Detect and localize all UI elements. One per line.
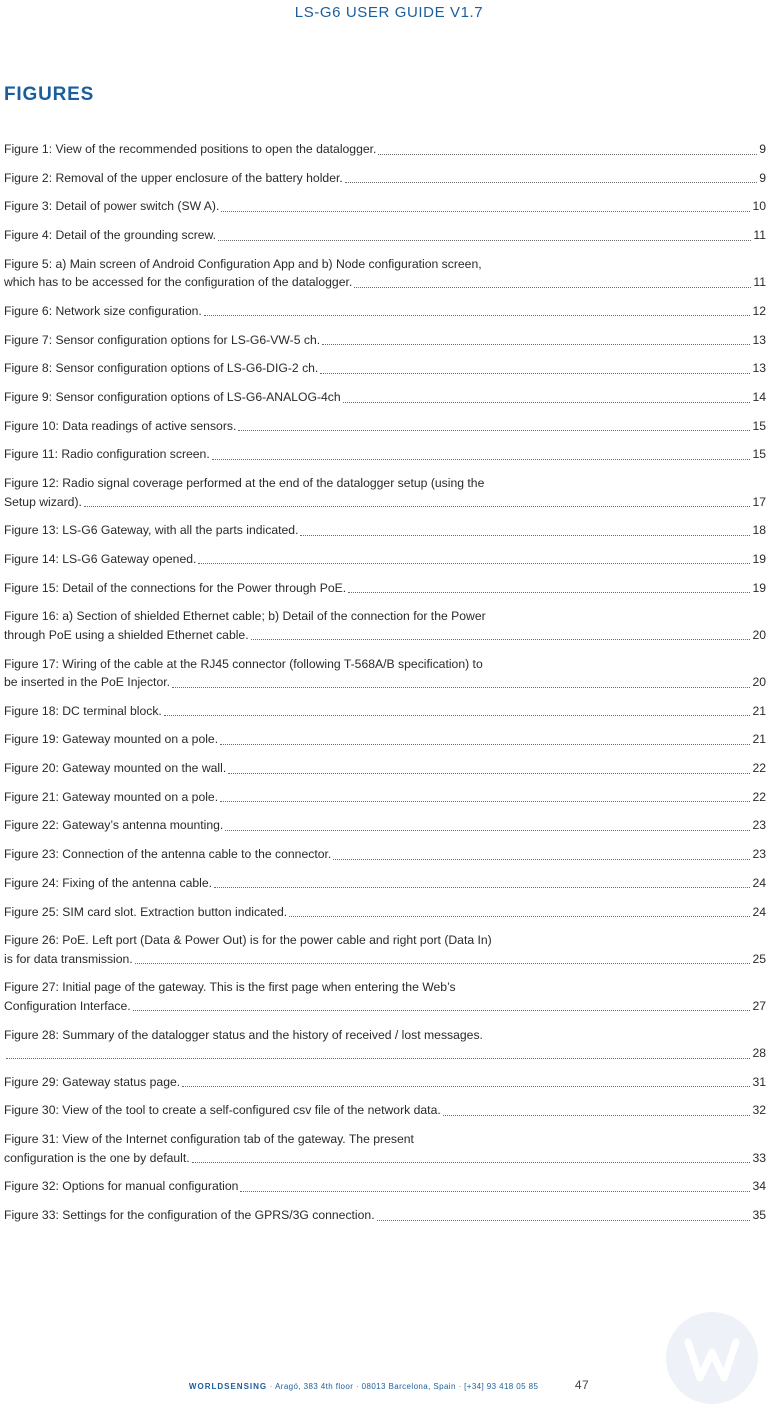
toc-entry[interactable] (4, 978, 766, 1015)
toc-entry[interactable] (4, 417, 766, 436)
toc-entry[interactable] (4, 931, 766, 968)
toc-entry[interactable] (4, 702, 766, 721)
page-ref[interactable]: 14 (752, 390, 766, 404)
dot-leader (225, 830, 750, 831)
toc-entry[interactable] (4, 521, 766, 540)
dot-leader (192, 1162, 751, 1163)
page-ref[interactable]: 11 (753, 228, 766, 243)
toc-line (4, 1130, 766, 1149)
toc-line (4, 521, 766, 540)
page-ref[interactable]: 15 (752, 418, 766, 433)
page-header (0, 0, 778, 30)
page-ref[interactable]: 21 (752, 732, 766, 747)
toc-entry[interactable] (4, 759, 766, 778)
toc-line (4, 874, 766, 893)
toc-entry[interactable] (4, 788, 766, 807)
toc-entry[interactable] (4, 1206, 766, 1225)
toc-line (4, 169, 766, 188)
footer-city: 08013 Barcelona, Spain (361, 1382, 456, 1391)
figure-caption: is for data transmission. (4, 951, 133, 966)
toc-entry[interactable] (4, 445, 766, 464)
toc-entry[interactable] (4, 1101, 766, 1120)
figure-caption: Figure 17: Wiring of the cable at the RJ45 connector (following T-568A/B specification) to (4, 656, 483, 671)
dot-leader (345, 182, 757, 183)
footer-brand: WORLDSENSING (188, 1382, 268, 1391)
figure-caption: Figure 16: a) Section of shielded Ethernet cable; b) Detail of the connection for the Power (4, 609, 486, 624)
dot-leader (164, 715, 751, 716)
page-ref[interactable]: 13 (752, 332, 766, 347)
figure-caption: Figure 22: Gateway’s antenna mounting. (4, 818, 224, 833)
page-ref[interactable]: 31 (752, 1074, 766, 1089)
toc-entry[interactable] (4, 550, 766, 569)
toc-line (4, 474, 766, 493)
dot-leader (333, 859, 750, 860)
dot-leader (300, 535, 750, 536)
toc-line (4, 579, 766, 598)
page-ref[interactable]: 9 (759, 170, 766, 185)
dot-leader (251, 639, 751, 640)
toc-line (4, 255, 766, 274)
dot-leader (443, 1115, 751, 1116)
page-ref[interactable]: 20 (752, 627, 766, 642)
figure-caption: Figure 5: a) Main screen of Android Configuration App and b) Node configuration screen, (4, 256, 482, 271)
page-ref[interactable]: 25 (752, 951, 766, 966)
toc-line (4, 702, 766, 721)
figure-caption: Figure 12: Radio signal coverage performed at the end of the datalogger setup (using the (4, 476, 485, 491)
dot-leader (343, 402, 751, 403)
dot-leader (377, 1220, 751, 1221)
toc-line (4, 816, 766, 835)
figure-caption: Figure 33: Settings for the configuration of the GPRS/3G connection. (4, 1208, 375, 1222)
page-ref[interactable]: 24 (752, 875, 766, 890)
dot-leader (220, 801, 750, 802)
page-ref[interactable]: 17 (752, 494, 766, 509)
toc-entry[interactable] (4, 655, 766, 692)
dot-leader (182, 1086, 750, 1087)
toc-entry[interactable] (4, 169, 766, 188)
toc-line (4, 359, 766, 378)
page-ref[interactable]: 9 (759, 142, 766, 156)
figure-caption: Figure 28: Summary of the datalogger status and the history of received / lost messages. (4, 1027, 483, 1042)
footer-address: Aragó, 383 4th floor (275, 1382, 354, 1391)
toc-entry[interactable] (4, 226, 766, 245)
figure-caption: Figure 27: Initial page of the gateway. This is the first page when entering the Web’s (4, 980, 456, 995)
figure-caption: Configuration Interface. (4, 998, 131, 1013)
toc-line (4, 445, 766, 464)
dot-leader (135, 963, 751, 964)
figure-caption: be inserted in the PoE Injector. (4, 675, 170, 689)
dot-leader (198, 563, 750, 564)
toc-entry[interactable] (4, 1073, 766, 1092)
figure-caption: Figure 32: Options for manual configuration (4, 1179, 239, 1194)
page-ref[interactable]: 23 (752, 847, 766, 862)
dot-leader (220, 744, 750, 745)
page-ref[interactable]: 18 (752, 523, 766, 538)
dot-leader (204, 315, 751, 316)
page-number: 47 (574, 1378, 590, 1392)
page-ref[interactable]: 28 (752, 1046, 766, 1061)
dot-leader (322, 344, 750, 345)
figure-caption: Figure 26: PoE. Left port (Data & Power Out) is for the power cable and right port (Data In) (4, 933, 492, 948)
toc-entry[interactable] (4, 197, 766, 216)
dot-leader (172, 687, 750, 688)
page-ref[interactable]: 24 (752, 904, 766, 919)
figures-list (4, 140, 766, 1235)
page-ref[interactable]: 11 (753, 275, 766, 290)
dot-leader (6, 1058, 750, 1059)
toc-entry[interactable] (4, 874, 766, 893)
toc-entry[interactable] (4, 255, 766, 292)
page-ref[interactable]: 12 (752, 303, 766, 318)
toc-line (4, 331, 766, 350)
page-ref[interactable]: 32 (752, 1103, 766, 1118)
header-title: LS-G6 USER GUIDE V1.7 (294, 4, 484, 21)
toc-entry[interactable] (4, 1130, 766, 1167)
figure-caption: Figure 9: Sensor configuration options of LS-G6-ANALOG-4ch (4, 390, 341, 404)
toc-line (4, 417, 766, 436)
toc-entry[interactable] (4, 903, 766, 922)
page-ref[interactable]: 34 (752, 1179, 766, 1194)
figure-caption: Figure 18: DC terminal block. (4, 703, 162, 718)
page-ref[interactable]: 20 (752, 675, 766, 689)
figure-caption: Figure 1: View of the recommended positions to open the datalogger. (4, 142, 377, 156)
dot-leader (133, 1010, 751, 1011)
footer-phone: [+34] 93 418 05 85 (464, 1382, 539, 1391)
toc-line (4, 226, 766, 245)
figure-caption: Figure 29: Gateway status page. (4, 1074, 181, 1089)
figure-caption: Figure 15: Detail of the connections for the Power through PoE. (4, 580, 347, 595)
dot-leader (240, 1191, 750, 1192)
figure-caption: Figure 3: Detail of power switch (SW A). (4, 199, 220, 214)
toc-entry[interactable] (4, 1026, 766, 1063)
figure-caption: through PoE using a shielded Ethernet cable. (4, 627, 249, 642)
toc-entry[interactable] (4, 816, 766, 835)
toc-line (4, 1044, 766, 1063)
toc-line (4, 788, 766, 807)
toc-entry[interactable] (4, 388, 766, 407)
toc-line (4, 730, 766, 749)
dot-leader (228, 773, 750, 774)
page-ref[interactable]: 27 (752, 998, 766, 1013)
dot-leader (214, 887, 750, 888)
figure-caption: Figure 25: SIM card slot. Extraction button indicated. (4, 904, 288, 919)
dot-leader (84, 506, 751, 507)
dot-leader (348, 592, 750, 593)
figure-caption: Figure 2: Removal of the upper enclosure of the battery holder. (4, 170, 343, 185)
toc-line (4, 493, 766, 512)
page-ref[interactable]: 19 (752, 551, 766, 566)
toc-line (4, 759, 766, 778)
figure-caption: Figure 21: Gateway mounted on a pole. (4, 789, 219, 804)
dot-leader (289, 916, 750, 917)
toc-entry[interactable] (4, 359, 766, 378)
figure-caption: Figure 10: Data readings of active sensors. (4, 418, 237, 433)
toc-line (4, 1149, 766, 1168)
page-footer: WORLDSENSING · Aragó, 383 4th floor · 08013 Barcelona, Spain · [+34] 93 418 05 85 47 (188, 1378, 590, 1392)
toc-line (4, 1073, 766, 1092)
toc-line (4, 950, 766, 969)
dot-leader (218, 240, 751, 241)
toc-line (4, 931, 766, 950)
toc-line (4, 978, 766, 997)
toc-line (4, 626, 766, 645)
dot-leader (212, 459, 751, 460)
figure-caption: Figure 14: LS-G6 Gateway opened. (4, 551, 197, 566)
toc-line (4, 607, 766, 626)
figure-caption: Figure 6: Network size configuration. (4, 303, 202, 318)
toc-line (4, 903, 766, 922)
toc-line (4, 845, 766, 864)
page-ref[interactable]: 33 (752, 1150, 766, 1165)
toc-line (4, 1026, 766, 1045)
toc-line (4, 273, 766, 292)
dot-leader (378, 154, 757, 155)
page-ref[interactable]: 15 (752, 447, 766, 462)
toc-entry[interactable] (4, 331, 766, 350)
page-ref[interactable]: 22 (752, 761, 766, 776)
toc-entry[interactable] (4, 140, 766, 159)
figure-caption: Figure 13: LS-G6 Gateway, with all the parts indicated. (4, 523, 299, 538)
figure-caption: Figure 19: Gateway mounted on a pole. (4, 732, 219, 747)
dot-leader (238, 430, 750, 431)
figure-caption: Figure 20: Gateway mounted on the wall. (4, 761, 227, 776)
figure-caption: Figure 31: View of the Internet configuration tab of the gateway. The present (4, 1132, 414, 1147)
figure-caption: Setup wizard). (4, 494, 82, 509)
toc-line (4, 197, 766, 216)
dot-leader (354, 287, 751, 288)
dot-leader (320, 373, 750, 374)
toc-entry[interactable] (4, 474, 766, 511)
toc-entry[interactable] (4, 1177, 766, 1196)
page-ref[interactable]: 22 (752, 789, 766, 804)
toc-line (4, 1101, 766, 1120)
figure-caption: Figure 24: Fixing of the antenna cable. (4, 875, 212, 890)
toc-line (4, 1206, 766, 1225)
toc-line (4, 673, 766, 692)
figure-caption: which has to be accessed for the configuration of the datalogger. (4, 275, 353, 290)
toc-line (4, 997, 766, 1016)
figure-caption: Figure 11: Radio configuration screen. (4, 447, 210, 462)
toc-line (4, 140, 766, 159)
page-ref[interactable]: 23 (752, 818, 766, 833)
dot-leader (221, 211, 750, 212)
toc-entry[interactable] (4, 302, 766, 321)
page-ref[interactable]: 10 (752, 199, 766, 214)
figure-caption: Figure 7: Sensor configuration options for LS-G6-VW-5 ch. (4, 332, 321, 347)
section-title: FIGURES (4, 84, 95, 105)
page-ref[interactable]: 13 (752, 361, 766, 376)
page-ref[interactable]: 19 (752, 580, 766, 595)
page-ref[interactable]: 21 (752, 703, 766, 718)
toc-entry[interactable] (4, 607, 766, 644)
toc-line (4, 388, 766, 407)
figure-caption: Figure 23: Connection of the antenna cable to the connector. (4, 847, 332, 862)
toc-line (4, 550, 766, 569)
figure-caption: Figure 8: Sensor configuration options of LS-G6-DIG-2 ch. (4, 361, 319, 376)
toc-entry[interactable] (4, 845, 766, 864)
figure-caption: Figure 4: Detail of the grounding screw. (4, 228, 217, 243)
toc-entry[interactable] (4, 730, 766, 749)
toc-line (4, 655, 766, 674)
figure-caption: Figure 30: View of the tool to create a self-configured csv file of the network data. (4, 1103, 441, 1118)
figure-caption: configuration is the one by default. (4, 1150, 190, 1165)
toc-line (4, 302, 766, 321)
page-ref[interactable]: 35 (752, 1208, 766, 1222)
toc-entry[interactable] (4, 579, 766, 598)
toc-line (4, 1177, 766, 1196)
